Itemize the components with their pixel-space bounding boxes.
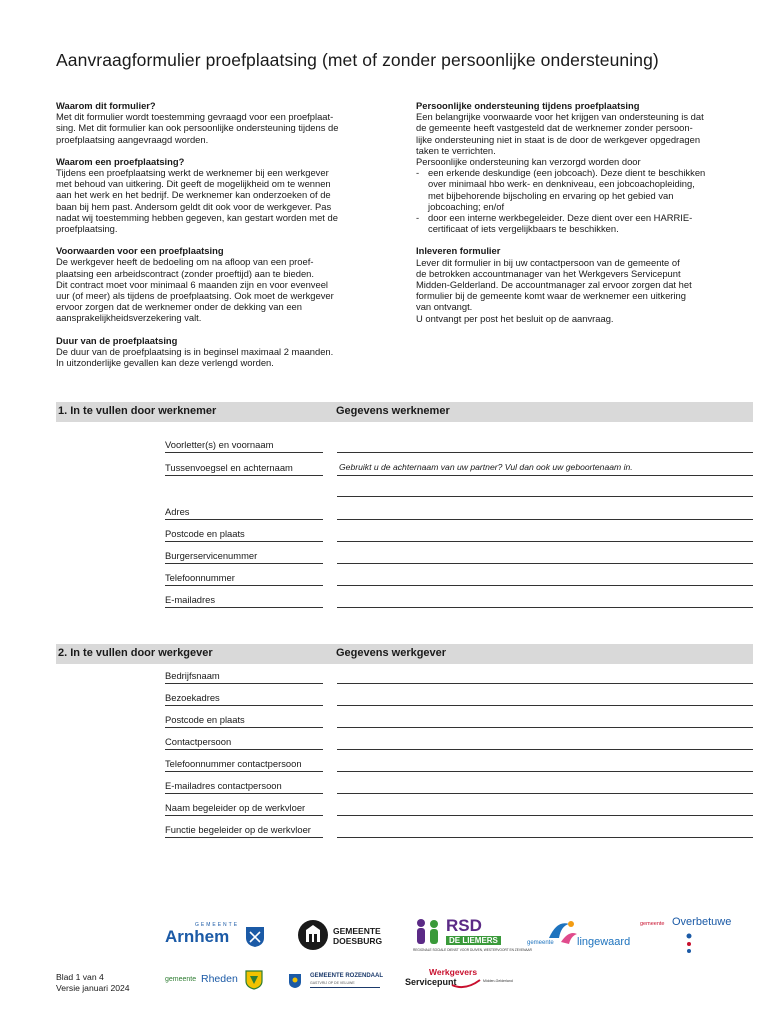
doesburg-label-2: DOESBURG [333, 936, 383, 946]
bsn-input-line[interactable] [337, 563, 753, 564]
doesburg-label-1: GEMEENTE [333, 926, 381, 936]
text-line: over minimaal hbo werk- en denkniveau, een jobcoachopleiding, [428, 178, 695, 190]
text-line: met bijbehorende bijscholing en ervaring op het gebied van [428, 189, 674, 201]
text-line: formulier bij de gemeente komt waar de werknemer een uitkering [416, 290, 686, 302]
field-label: Contactpersoon [165, 736, 232, 747]
field-label: Burgerservicenummer [165, 550, 258, 561]
field-label: Functie begeleider op de werkvloer [165, 824, 311, 835]
text-line: nadat wij toestemming hebben gegeven, kan gestart worden met de [56, 211, 338, 223]
intro-right-column [416, 100, 721, 335]
section-heading: Persoonlijke ondersteuning tijdens proefplaatsing [416, 100, 640, 111]
text-line: de gemeente heeft vastgesteld dat de werknemer zonder persoon- [416, 122, 693, 134]
label-underline [165, 727, 323, 728]
section2-title: 2. In te vullen door werkgever [58, 647, 213, 659]
rheden-label-2: Rheden [201, 973, 238, 985]
text-line: aan het werk en het bedrijf. De werknemer kan onderzoeken of de [56, 189, 331, 201]
text-line: de betrokken accountmanager van het Werkgevers Servicepunt [416, 267, 681, 279]
rozendaal-logo [288, 971, 388, 991]
rozendaal-label-2: GASTVRIJ OP DE VELUWE [310, 981, 355, 985]
wsp-label-1: Werkgevers [429, 967, 478, 977]
label-underline [165, 705, 323, 706]
page-number: Blad 1 van 4 [56, 972, 104, 982]
field-label: Telefoonnummer contactpersoon [165, 758, 302, 769]
text-line: aansprakelijkheidsverzekering valt. [56, 312, 202, 324]
field-label: Adres [165, 506, 190, 517]
label-underline [165, 683, 323, 684]
text-line: sing. Met dit formulier kan ook persoonlijke ondersteuning tijdens de [56, 122, 339, 134]
rozendaal-shield-icon [288, 973, 302, 989]
text-line: jobcoaching; en/of [428, 200, 505, 212]
rheden-shield-icon [245, 970, 263, 990]
doesburg-logo [297, 919, 387, 953]
section-heading: Inleveren formulier [416, 245, 501, 257]
field-label: Bedrijfsnaam [165, 670, 220, 681]
lingewaard-label-1: gemeente [527, 940, 554, 946]
address-input-line[interactable] [337, 519, 753, 520]
submit-section [416, 245, 721, 323]
label-underline [165, 771, 323, 772]
text-line: ervoor zorgen dat de werknemer onder de dekking van een [56, 301, 302, 313]
overbetuwe-label-2: Overbetuwe [672, 916, 732, 928]
field-label: Naam begeleider op de werkvloer [165, 802, 306, 813]
duration-section [56, 335, 356, 369]
label-underline [165, 452, 323, 453]
postcode-input-line[interactable] [337, 541, 753, 542]
label-underline [165, 475, 323, 476]
label-underline [165, 563, 323, 564]
rheden-logo [165, 970, 265, 992]
text-line: van ontvangt. [416, 301, 473, 313]
rsd-figures-icon [413, 917, 443, 947]
section-heading: Waarom dit formulier? [56, 100, 156, 111]
field-label: Postcode en plaats [165, 714, 245, 725]
supervisor-name-input-line[interactable] [337, 815, 753, 816]
section-heading: Voorwaarden voor een proefplaatsing [56, 245, 224, 257]
overbetuwe-emblem-icon [684, 932, 694, 956]
bullet-jobcoach [416, 167, 721, 212]
overbetuwe-label-1: gemeente [640, 921, 665, 927]
text-line: - een erkende deskundige (een jobcoach). Deze dient te beschikken [428, 167, 706, 179]
page-title: Aanvraagformulier proefplaatsing (met of zonder persoonlijke ondersteuning) [56, 50, 659, 70]
wsp-swoosh-icon [451, 977, 481, 989]
text-line: Dit contract moet voor minimaal 6 maanden zijn en voor evenveel [56, 278, 329, 290]
why-placement-section [56, 156, 356, 234]
phone-input-line[interactable] [337, 585, 753, 586]
wsp-label-3: Midden-Gelderland [483, 979, 513, 983]
field-label: E-mailadres contactpersoon [165, 780, 282, 791]
text-line: plaatsing een arbeidscontract (zonder proeftijd) aan te bieden. [56, 267, 314, 279]
email-input-line[interactable] [337, 607, 753, 608]
lingewaard-label-2: lingewaard [577, 936, 631, 948]
text-line: Persoonlijke ondersteuning kan verzorgd worden door [416, 156, 641, 168]
why-form-section [56, 100, 356, 145]
label-underline [165, 519, 323, 520]
text-line: - door een interne werkbegeleider. Deze dient over een HARRIE- [428, 212, 693, 224]
wsp-label-2: Servicepunt [405, 977, 457, 987]
company-input-line[interactable] [337, 683, 753, 684]
text-line: U ontvangt per post het besluit op de aanvraag. [416, 312, 614, 324]
overbetuwe-logo [640, 916, 755, 956]
intro-left-column [56, 100, 356, 379]
field-label: Tussenvoegsel en achternaam [165, 462, 293, 473]
section-heading: Duur van de proefplaatsing [56, 334, 178, 346]
field-label: Postcode en plaats [165, 528, 245, 539]
birthname-input-line[interactable] [337, 496, 753, 497]
rsd-sub-label: DE LIEMERS [446, 936, 501, 945]
section2-header [56, 644, 753, 664]
field-label: E-mailadres [165, 594, 216, 605]
conditions-section [56, 245, 356, 323]
werkgevers-servicepunt-logo [403, 967, 518, 995]
field-label: Telefoonnummer [165, 572, 235, 583]
field-label: Voorletter(s) en voornaam [165, 439, 274, 450]
field-label: Bezoekadres [165, 692, 220, 703]
surname-input-line[interactable] [337, 475, 753, 476]
support-section [416, 100, 721, 234]
text-line: De duur van de proefplaatsing is in beginsel maximaal 2 maanden. [56, 345, 334, 357]
label-underline [165, 607, 323, 608]
supervisor-function-input-line[interactable] [337, 837, 753, 838]
section-heading: Waarom een proefplaatsing? [56, 155, 185, 167]
bullet-werkbegeleider [416, 212, 721, 234]
label-underline [165, 749, 323, 750]
version-label: Versie januari 2024 [56, 983, 130, 993]
text-line: uur (of meer) als tijdens de proefplaatsing. Ook moet de werkgever [56, 290, 334, 302]
text-line: proefplaatsing aangevraagd worden. [56, 133, 209, 145]
arnhem-small-label: GEMEENTE [195, 922, 240, 928]
arnhem-logo [165, 922, 239, 946]
text-line: lijke ondersteuning niet in staat is de door de werkgever opgedragen [416, 133, 701, 145]
label-underline [165, 815, 323, 816]
text-line: In uitzonderlijke gevallen kan deze verlengd worden. [56, 357, 274, 369]
text-line: Met dit formulier wordt toestemming gevraagd voor een proefplaat- [56, 111, 334, 123]
text-line: Tijdens een proefplaatsing werkt de werknemer bij een werkgever [56, 167, 329, 179]
text-line: baan bij hem past. Andersom geldt dit ook voor de werkgever. Pas [56, 200, 332, 212]
label-underline [165, 837, 323, 838]
rsd-tagline: REGIONALE SOCIALE DIENST VOOR DUIVEN, WESTERVOORT EN ZEVENAAR [413, 948, 532, 952]
text-line: Midden-Gelderland. De accountmanager zal ervoor zorgen dat het [416, 279, 692, 291]
arnhem-name: Arnhem [165, 927, 230, 946]
rheden-label-1: gemeente [165, 976, 197, 983]
surname-hint: Gebruikt u de achternaam van uw partner? Vul dan ook uw geboortenaam in. [339, 462, 633, 472]
label-underline [165, 585, 323, 586]
text-line: Lever dit formulier in bij uw contactpersoon van de gemeente of [416, 256, 680, 268]
contact-email-input-line[interactable] [337, 793, 753, 794]
section1-subtitle: Gegevens werknemer [336, 405, 450, 417]
rozendaal-rule [310, 987, 380, 988]
text-line: De werkgever heeft de bedoeling om na afloop van een proef- [56, 256, 314, 268]
rsd-label: RSD [446, 916, 482, 935]
text-line: Een belangrijke voorwaarde voor het krijgen van ondersteuning is dat [416, 111, 704, 123]
text-line: taken te verrichten. [416, 144, 496, 156]
contact-phone-input-line[interactable] [337, 771, 753, 772]
firstname-input-line[interactable] [337, 452, 753, 453]
section1-title: 1. In te vullen door werknemer [58, 405, 217, 417]
text-line: certificaat of iets vergelijkbaars te beschikken. [428, 223, 619, 235]
label-underline [165, 793, 323, 794]
rsd-logo [413, 916, 532, 957]
label-underline [165, 541, 323, 542]
section2-subtitle: Gegevens werkgever [336, 647, 447, 659]
employer-postcode-input-line[interactable] [337, 727, 753, 728]
page-footer [56, 972, 130, 994]
arnhem-emblem-icon [245, 926, 265, 948]
text-line: proefplaatsing. [56, 223, 118, 235]
contact-input-line[interactable] [337, 749, 753, 750]
lingewaard-logo [527, 918, 632, 954]
doesburg-emblem-icon [297, 919, 329, 951]
text-line: met behoud van uitkering. Dit geeft de mogelijkheid om te wennen [56, 178, 331, 190]
visit-address-input-line[interactable] [337, 705, 753, 706]
section1-header [56, 402, 753, 422]
rozendaal-label-1: GEMEENTE ROZENDAAL [310, 973, 384, 979]
